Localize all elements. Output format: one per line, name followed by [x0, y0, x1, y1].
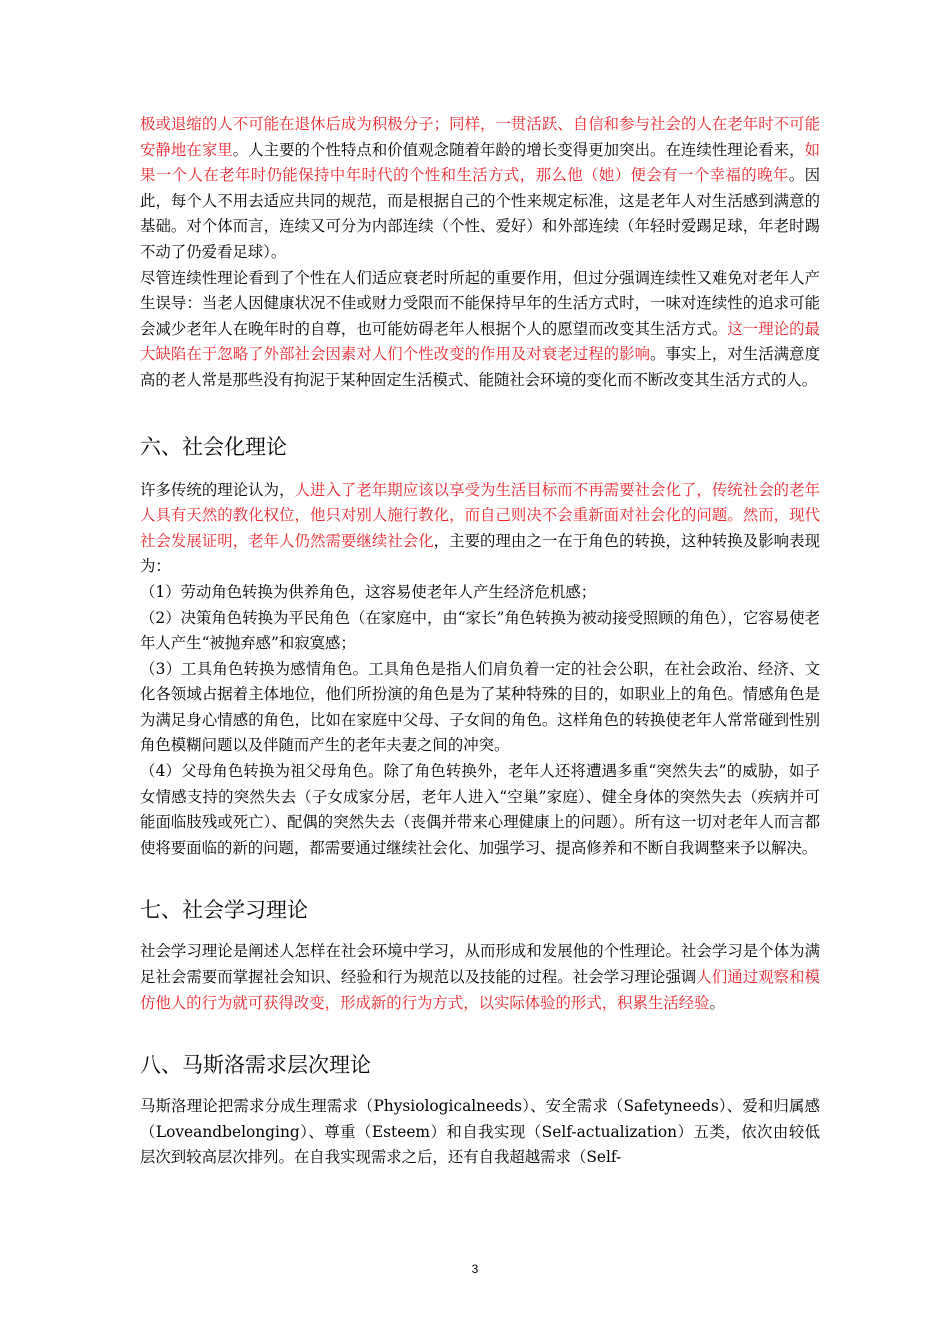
body-text: 。事实上，对生活满意度高的老人常是那些没有拘泥于某种固定生活模式、能随社会环境的变化而不断改变其生活方式的人。	[140, 345, 820, 389]
body-text: 。人主要的个性特点和价值观念随着年龄的增长变得更加突出。在连续性理论看来，	[232, 140, 805, 159]
role-item-1: （1）劳动角色转换为供养角色，这容易使老年人产生经济危机感；	[140, 582, 597, 601]
highlighted-text: 如果一个人在老年时仍能保持中年时代的个性和生活方式，那么他（她）便会有一个幸福的晚年	[140, 140, 820, 185]
social-learning-paragraph	[140, 939, 820, 1016]
section-heading-maslow: 八、马斯洛需求层次理论	[140, 1053, 371, 1078]
section-heading-socialization: 六、社会化理论	[140, 434, 287, 459]
continuity-paragraph-1	[140, 112, 820, 266]
socialization-paragraph	[140, 478, 820, 580]
role-item-2: （2）决策角色转换为平民角色（在家庭中，由“家长”角色转换为被动接受照顾的角色），它容易使老年人产生“被抛弃感”和寂寞感；	[140, 608, 820, 653]
body-text: ，主要的理由之一在于角色的转换，这种转换及影响表现为：	[140, 531, 820, 576]
highlighted-text: 这一理论的最大缺陷在于忽略了外部社会因素对人们个性改变的作用及对衰老过程的影响	[140, 319, 820, 364]
highlighted-text: 极或退缩的人不可能在退休后成为积极分子；同样，一贯活跃、自信和参与社会的人在老年时不可能安静地在家里	[140, 115, 820, 159]
role-item-3: （3）工具角色转换为感情角色。工具角色是指人们肩负着一定的社会公职，在社会政治、经济、文化各领域占据着主体地位，他们所扮演的角色是为了某种特殊的目的，如职业上的角色。情感角色是为满足身心情感的角色，比如在家庭中父母、子女间的角色。这样角色的转换使老年人常常碰到性别角色模糊问题以及伴随而产生的老年夫妻之间的冲突。	[140, 659, 820, 755]
body-text: 尽管连续性理论看到了个性在人们适应衰老时所起的重要作用，但过分强调连续性又难免对老年人产生误导：当老人因健康状况不佳或财力受限而不能保持早年的生活方式时，一味对连续性的追求可能会减少老年人在晚年时的自尊，也可能妨碍老年人根据个人的愿望而改变其生活方式。	[140, 268, 820, 338]
maslow-paragraph: 马斯洛理论把需求分成生理需求（Physiologicalneeds）、安全需求（Safetyneeds）、爱和归属感（Loveandbelonging）、尊重（Esteem）和自我实现（Self-actualization）五类，依次由较低层次到较高层次排列。在自我实现需求之后，还有自我超越需求（Self-	[140, 1097, 820, 1167]
page-number: 3	[471, 1262, 479, 1276]
role-item-4: （4）父母角色转换为祖父母角色。除了角色转换外，老年人还将遭遇多重“突然失去”的威胁，如子女情感支持的突然失去（子女成家分居，老年人进入“空巢”家庭）、健全身体的突然失去（疾病并可能面临肢残或死亡）、配偶的突然失去（丧偶并带来心理健康上的问题）。所有这一切对老年人而言都使将要面临的新的问题，都需要通过继续社会化、加强学习、提高修养和不断自我调整来予以解决。	[140, 762, 820, 857]
body-text: 。因此，每个人不用去适应共同的规范，而是根据自己的个性来规定标准，这是老年人对生活感到满意的基础。对个体而言，连续又可分为内部连续（个性、爱好）和外部连续（年轻时爱踢足球，年老时踢不动了仍爱看足球）。	[140, 166, 820, 261]
page-content	[140, 112, 820, 1171]
body-text: 许多传统的理论认为，	[140, 480, 295, 499]
body-text: 社会学习理论是阐述人怎样在社会环境中学习，从而形成和发展他的个性理论。社会学习是个体为满足社会需要而掌握社会知识、经验和行为规范以及技能的过程。社会学习理论强调	[140, 942, 820, 987]
section-heading-social-learning: 七、社会学习理论	[140, 898, 308, 923]
highlighted-text: 人们通过观察和模仿他人的行为就可获得改变，形成新的行为方式，以实际体验的形式，积累生活经验	[140, 968, 820, 1012]
highlighted-text: 人进入了老年期应该以享受为生活目标而不再需要社会化了，传统社会的老年人具有天然的教化权位，他只对别人施行教化，而自己则决不会重新面对社会化的问题。然而，现代社会发展证明，老年人仍然需要继续社会化	[140, 480, 820, 550]
body-text: 。	[709, 993, 725, 1012]
continuity-paragraph-2	[140, 266, 820, 394]
